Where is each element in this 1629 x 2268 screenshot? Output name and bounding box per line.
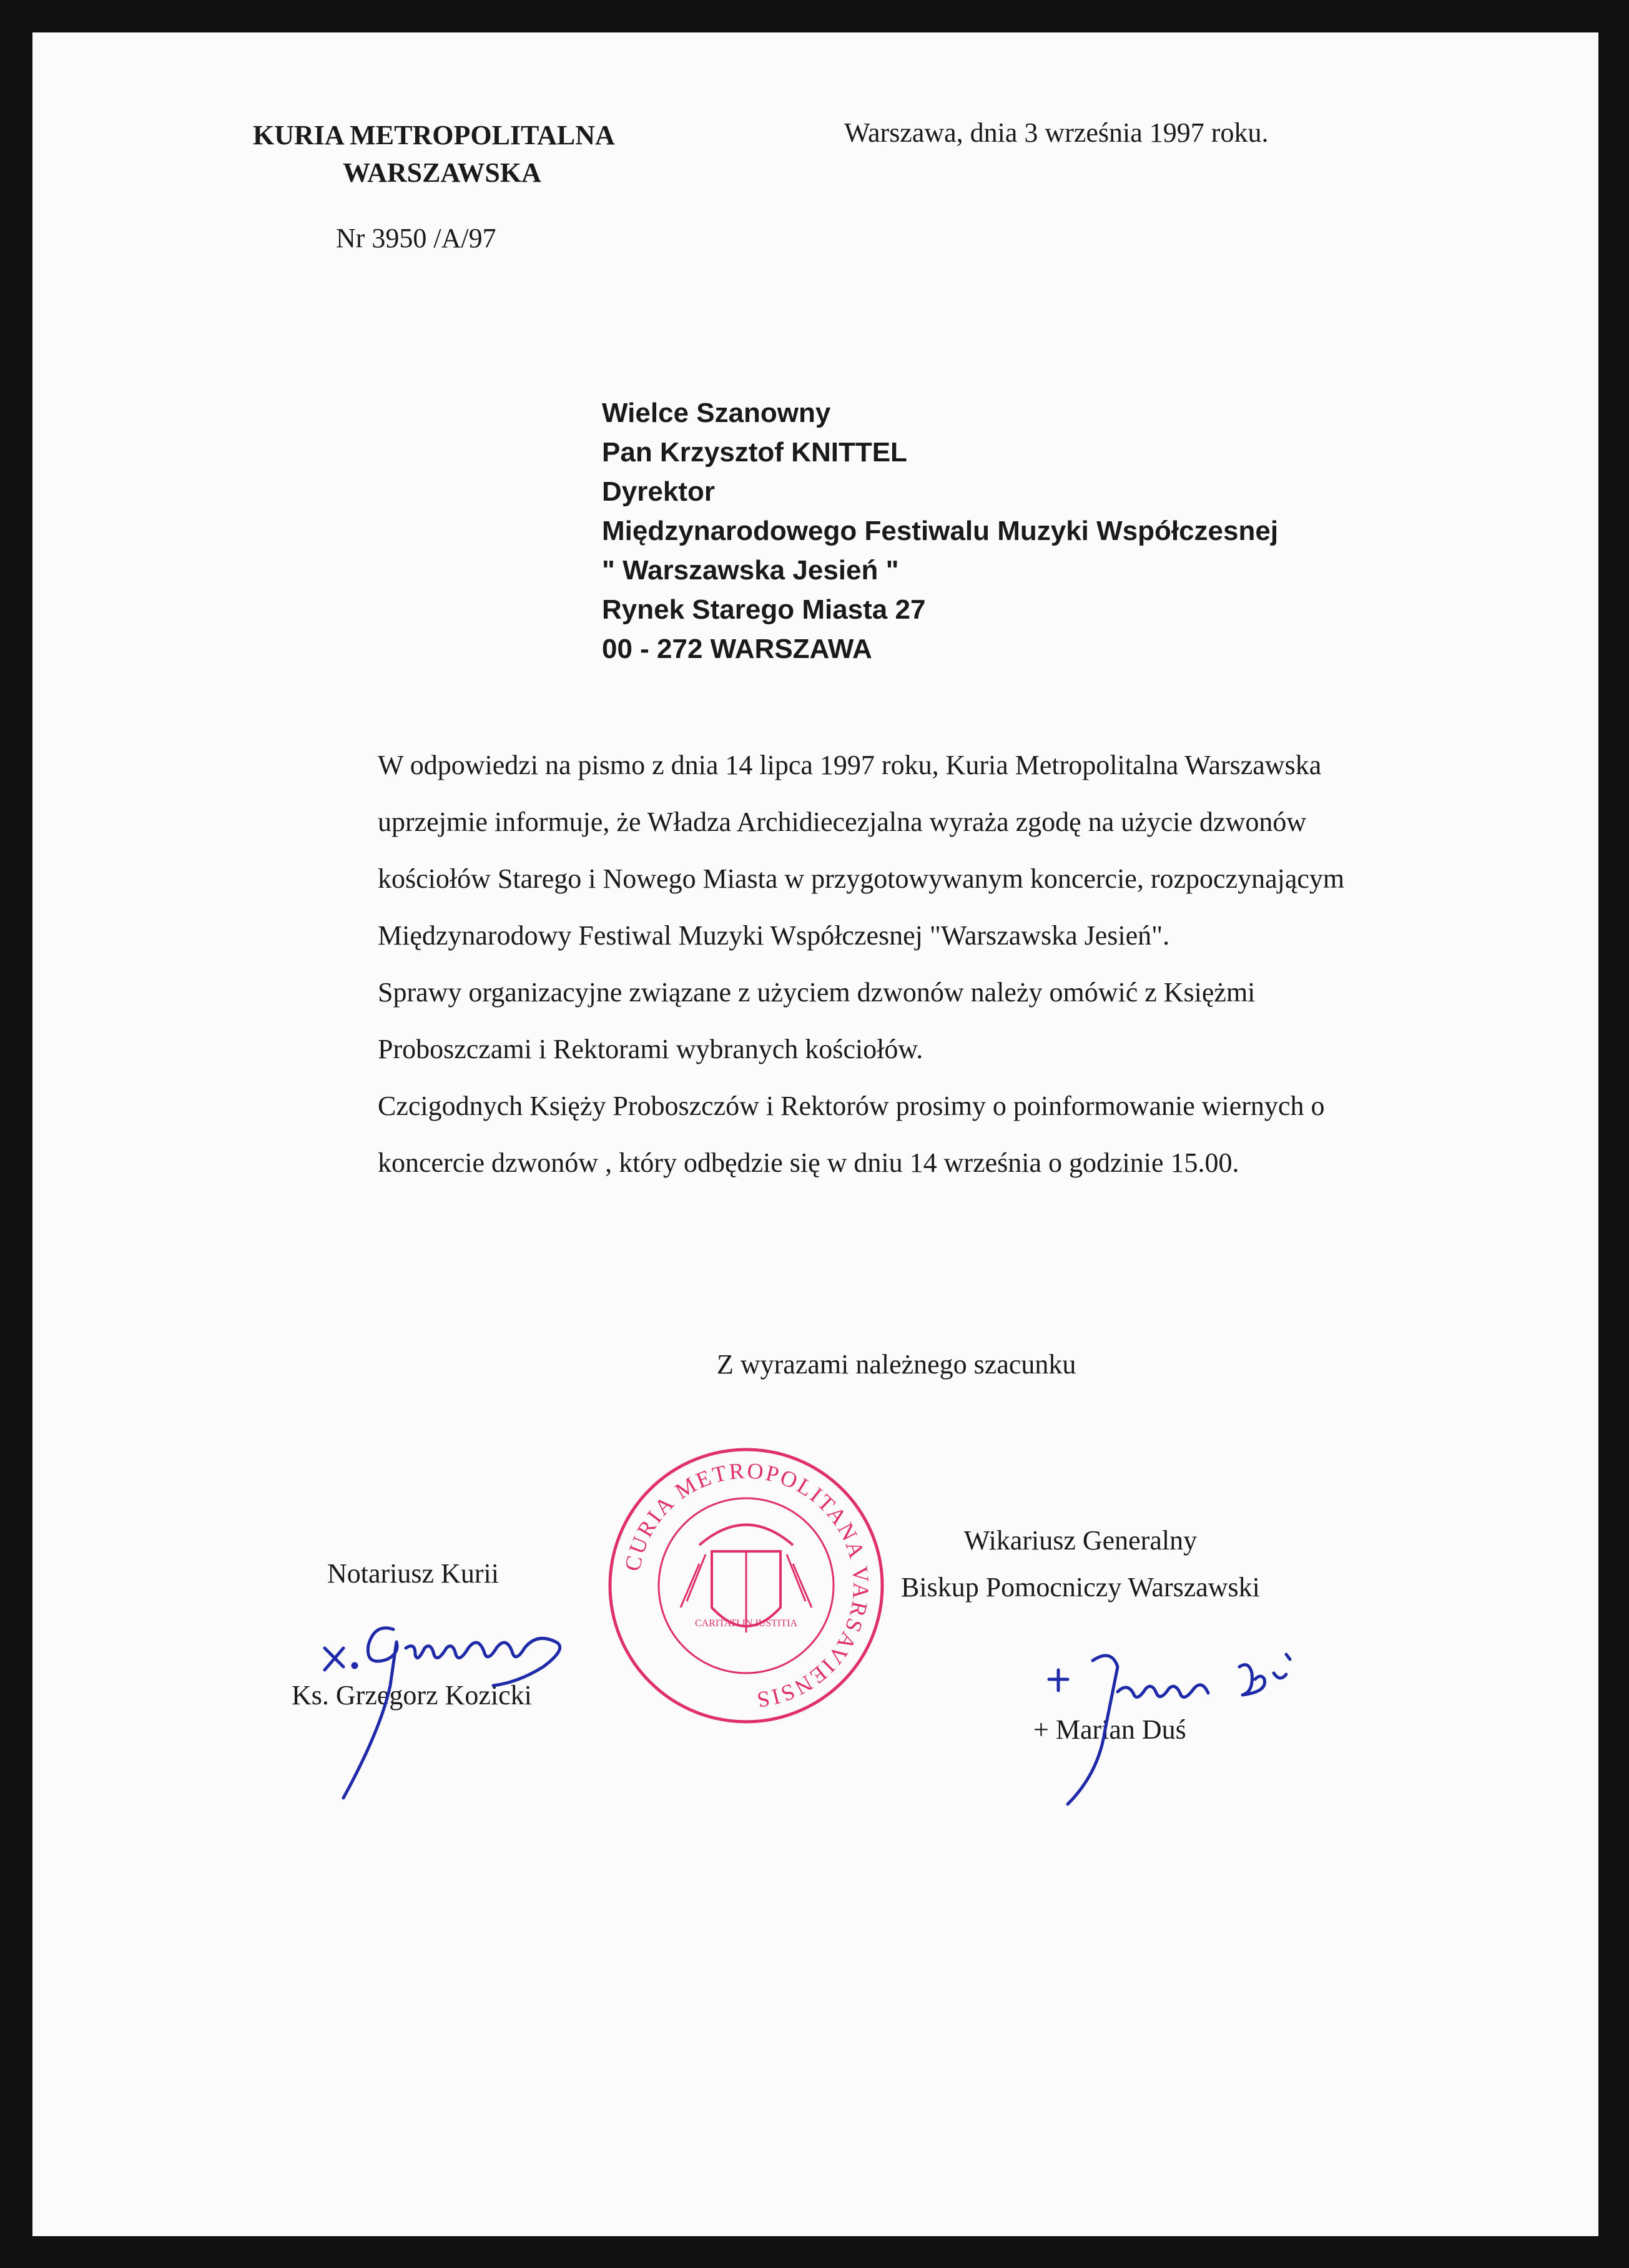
seal-tassels-right [787, 1554, 812, 1608]
vicar-title-2: Biskup Pomocniczy Warszawski [901, 1572, 1260, 1603]
body-paragraph: W odpowiedzi na pismo z dnia 14 lipca 1997 roku, Kuria Metropolitalna Warszawska uprzejmie informuje, że Władza Archidiecezjalna wyraża zgodę na użycie dzwonów kościołów Starego i Nowego Miasta w przygotowywanym koncercie, rozpoczynającym Międzynarodowy Festiwal Muzyki Współczesnej "Warszawska Jesień". [378, 750, 1345, 951]
vicar-name: + Marian Duś [1033, 1714, 1186, 1745]
recipient-line: Dyrektor [602, 476, 715, 507]
recipient-line: Rynek Starego Miasta 27 [602, 594, 926, 625]
seal-hat [699, 1525, 793, 1546]
official-seal [606, 1445, 887, 1726]
reference-number: Nr 3950 /A/97 [336, 223, 496, 253]
sender-line-1: KURIA METROPOLITALNA [253, 120, 615, 150]
closing-phrase: Z wyrazami należnego szacunku [717, 1349, 1076, 1380]
seal-outer-text: CURIA METROPOLITANA VARSAVIENSIS [619, 1458, 874, 1713]
vicar-title-1: Wikariusz Generalny [963, 1525, 1198, 1556]
letter-date: Warszawa, dnia 3 września 1997 roku. [844, 117, 1269, 148]
recipient-line: " Warszawska Jesień " [602, 555, 899, 586]
recipient-line: Wielce Szanowny [602, 398, 831, 428]
body-paragraph: Czcigodnych Księży Proboszczów i Rektorów prosimy o poinformowanie wiernych o koncercie dzwonów , który odbędzie się w dniu 14 września o godzinie 15.00. [378, 1091, 1325, 1178]
sender-name [253, 117, 615, 192]
recipient-line: 00 - 272 WARSZAWA [602, 634, 872, 664]
recipient-address [602, 393, 1278, 669]
notary-signature [306, 1586, 606, 1810]
vicar-general-titles [901, 1517, 1260, 1611]
vicar-signature [1011, 1623, 1361, 1810]
sender-line-2: WARSZAWSKA [343, 157, 541, 188]
letter-body [253, 737, 1358, 1191]
recipient-line: Międzynarodowego Festiwalu Muzyki Współczesnej [602, 516, 1279, 546]
notary-name: Ks. Grzegorz Kozicki [292, 1680, 532, 1711]
notary-title: Notariusz Kurii [327, 1558, 499, 1589]
seal-motto: CARITATI IN IUSTITIA [694, 1618, 798, 1629]
recipient-line: Pan Krzysztof KNITTEL [602, 437, 907, 468]
seal-tassels-left [681, 1554, 706, 1608]
body-paragraph: Sprawy organizacyjne związane z użyciem dzwonów należy omówić z Księżmi Proboszczami i Rektorami wybranych kościołów. [378, 977, 1256, 1064]
